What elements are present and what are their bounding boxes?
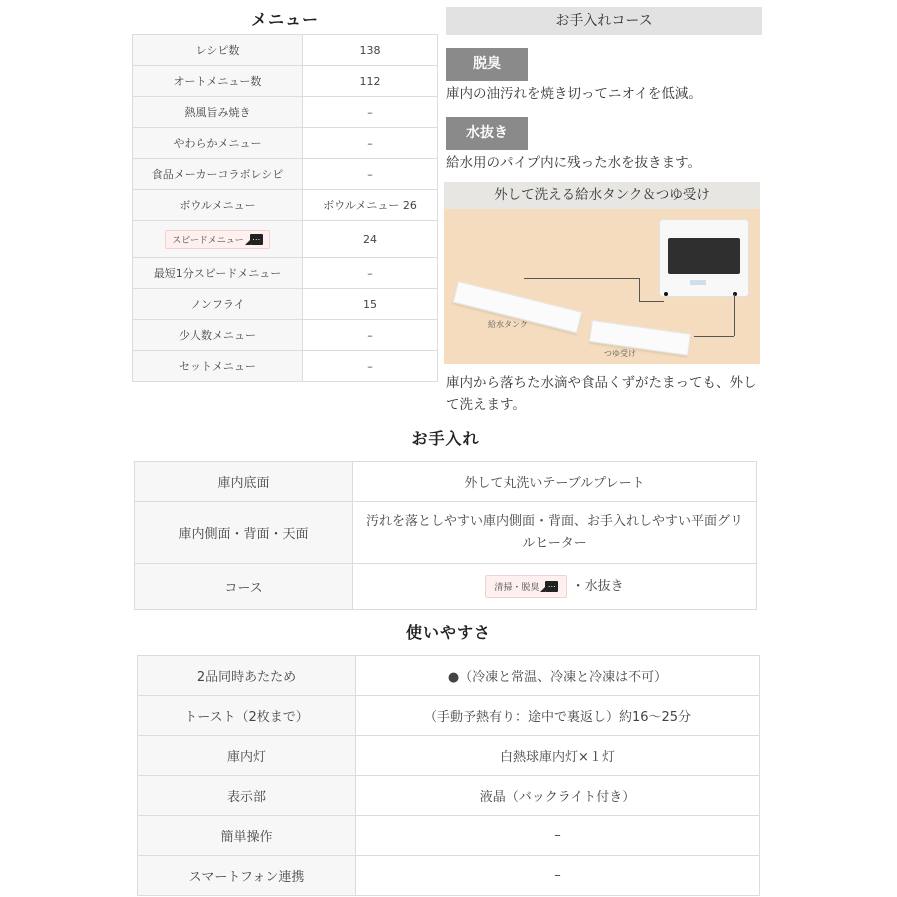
row-value: （手動予熱有り：途中で裏返し）約16～25分: [356, 696, 760, 736]
row-value: 112: [303, 66, 438, 97]
comment-bubble-icon[interactable]: …: [545, 581, 558, 592]
row-value: ボウルメニュー 26: [303, 190, 438, 221]
microwave-window: [668, 238, 740, 274]
tank-tray-figure: [444, 182, 760, 364]
row-value: 15: [303, 289, 438, 320]
row-value: –: [303, 258, 438, 289]
row-label: 表示部: [138, 776, 356, 816]
row-value: ●（冷凍と常温、冷凍と冷凍は不可）: [356, 656, 760, 696]
table-row: [133, 159, 438, 190]
figure-title: 外して洗える給水タンク＆つゆ受け: [444, 182, 760, 209]
table-row: [133, 35, 438, 66]
row-label: 庫内底面: [135, 462, 353, 502]
row-label: 最短1分スピードメニュー: [133, 258, 303, 289]
tank-label: 給水タンク: [488, 320, 528, 329]
leader-line: [639, 301, 664, 302]
row-value: –: [303, 159, 438, 190]
usability-spec-table: [137, 655, 760, 896]
row-value: 液晶（バックライト付き）: [356, 776, 760, 816]
row-label: スマートフォン連携: [138, 856, 356, 896]
deodorize-description: 庫内の油汚れを焼き切ってニオイを低減。: [446, 86, 702, 102]
drain-description: 給水用のパイプ内に残った水を抜きます。: [446, 155, 702, 171]
care-spec-table: [134, 461, 757, 610]
usability-section-title: 使いやすさ: [405, 623, 491, 642]
table-row: [138, 776, 760, 816]
row-label: ボウルメニュー: [133, 190, 303, 221]
clean-deodorize-badge[interactable]: [485, 575, 567, 598]
row-label: 食品メーカーコラボレシピ: [133, 159, 303, 190]
table-row: [138, 856, 760, 896]
table-row: [138, 736, 760, 776]
row-label: コース: [135, 564, 353, 610]
leader-line: [524, 278, 639, 279]
row-label: 2品同時あたため: [138, 656, 356, 696]
row-label: [133, 221, 303, 258]
row-label: ノンフライ: [133, 289, 303, 320]
table-row: [135, 564, 757, 610]
badge-label: スピードメニュー: [172, 235, 244, 246]
row-value: 24: [303, 221, 438, 258]
menu-spec-table: [132, 34, 438, 382]
row-label: レシピ数: [133, 35, 303, 66]
speed-menu-badge[interactable]: [165, 230, 270, 249]
badge-label: 清掃・脱臭: [494, 583, 540, 593]
drain-tag: 水抜き: [446, 117, 528, 150]
row-label: やわらかメニュー: [133, 128, 303, 159]
table-row: [133, 289, 438, 320]
comment-bubble-icon[interactable]: …: [250, 234, 263, 245]
table-row: [133, 97, 438, 128]
figure-caption: 庫内から落ちた水滴や食品くずがたまっても、外して洗えます。: [446, 375, 757, 413]
table-row: [133, 351, 438, 382]
tray-label: つゆ受け: [604, 349, 636, 358]
table-row: [133, 66, 438, 97]
product-photo: [444, 209, 760, 364]
row-value: 汚れを落としやすい庫内側面・背面、お手入れしやすい平面グリルヒーター: [353, 502, 757, 564]
row-value: 外して丸洗いテーブルプレート: [353, 462, 757, 502]
row-value: –: [303, 351, 438, 382]
row-value: [353, 564, 757, 610]
table-row: [138, 696, 760, 736]
row-value: 138: [303, 35, 438, 66]
row-value: –: [303, 320, 438, 351]
row-label: 庫内灯: [138, 736, 356, 776]
table-row: [135, 462, 757, 502]
value-suffix: ・水抜き: [571, 579, 624, 594]
leader-line: [734, 294, 735, 336]
table-row: [133, 221, 438, 258]
table-row: [133, 128, 438, 159]
row-value: –: [356, 856, 760, 896]
row-label: 庫内側面・背面・天面: [135, 502, 353, 564]
row-label: 簡単操作: [138, 816, 356, 856]
table-row: [133, 320, 438, 351]
table-row: [138, 656, 760, 696]
row-label: 熱風旨み焼き: [133, 97, 303, 128]
row-label: 少人数メニュー: [133, 320, 303, 351]
row-value: –: [303, 97, 438, 128]
row-value: –: [303, 128, 438, 159]
pointer-dot: [664, 292, 668, 296]
microwave-image: [659, 219, 749, 297]
row-label: セットメニュー: [133, 351, 303, 382]
row-label: トースト（2枚まで）: [138, 696, 356, 736]
leader-line: [694, 336, 734, 337]
care-section-title: お手入れ: [411, 429, 480, 448]
table-row: [133, 258, 438, 289]
row-label: オートメニュー数: [133, 66, 303, 97]
row-value: –: [356, 816, 760, 856]
table-row: [135, 502, 757, 564]
care-course-header: お手入れコース: [446, 7, 762, 35]
leader-line: [639, 278, 640, 301]
table-row: [138, 816, 760, 856]
microwave-display: [690, 280, 706, 285]
deodorize-tag: 脱臭: [446, 48, 528, 81]
menu-section-title: メニュー: [250, 10, 319, 29]
table-row: [133, 190, 438, 221]
row-value: 白熱球庫内灯×１灯: [356, 736, 760, 776]
